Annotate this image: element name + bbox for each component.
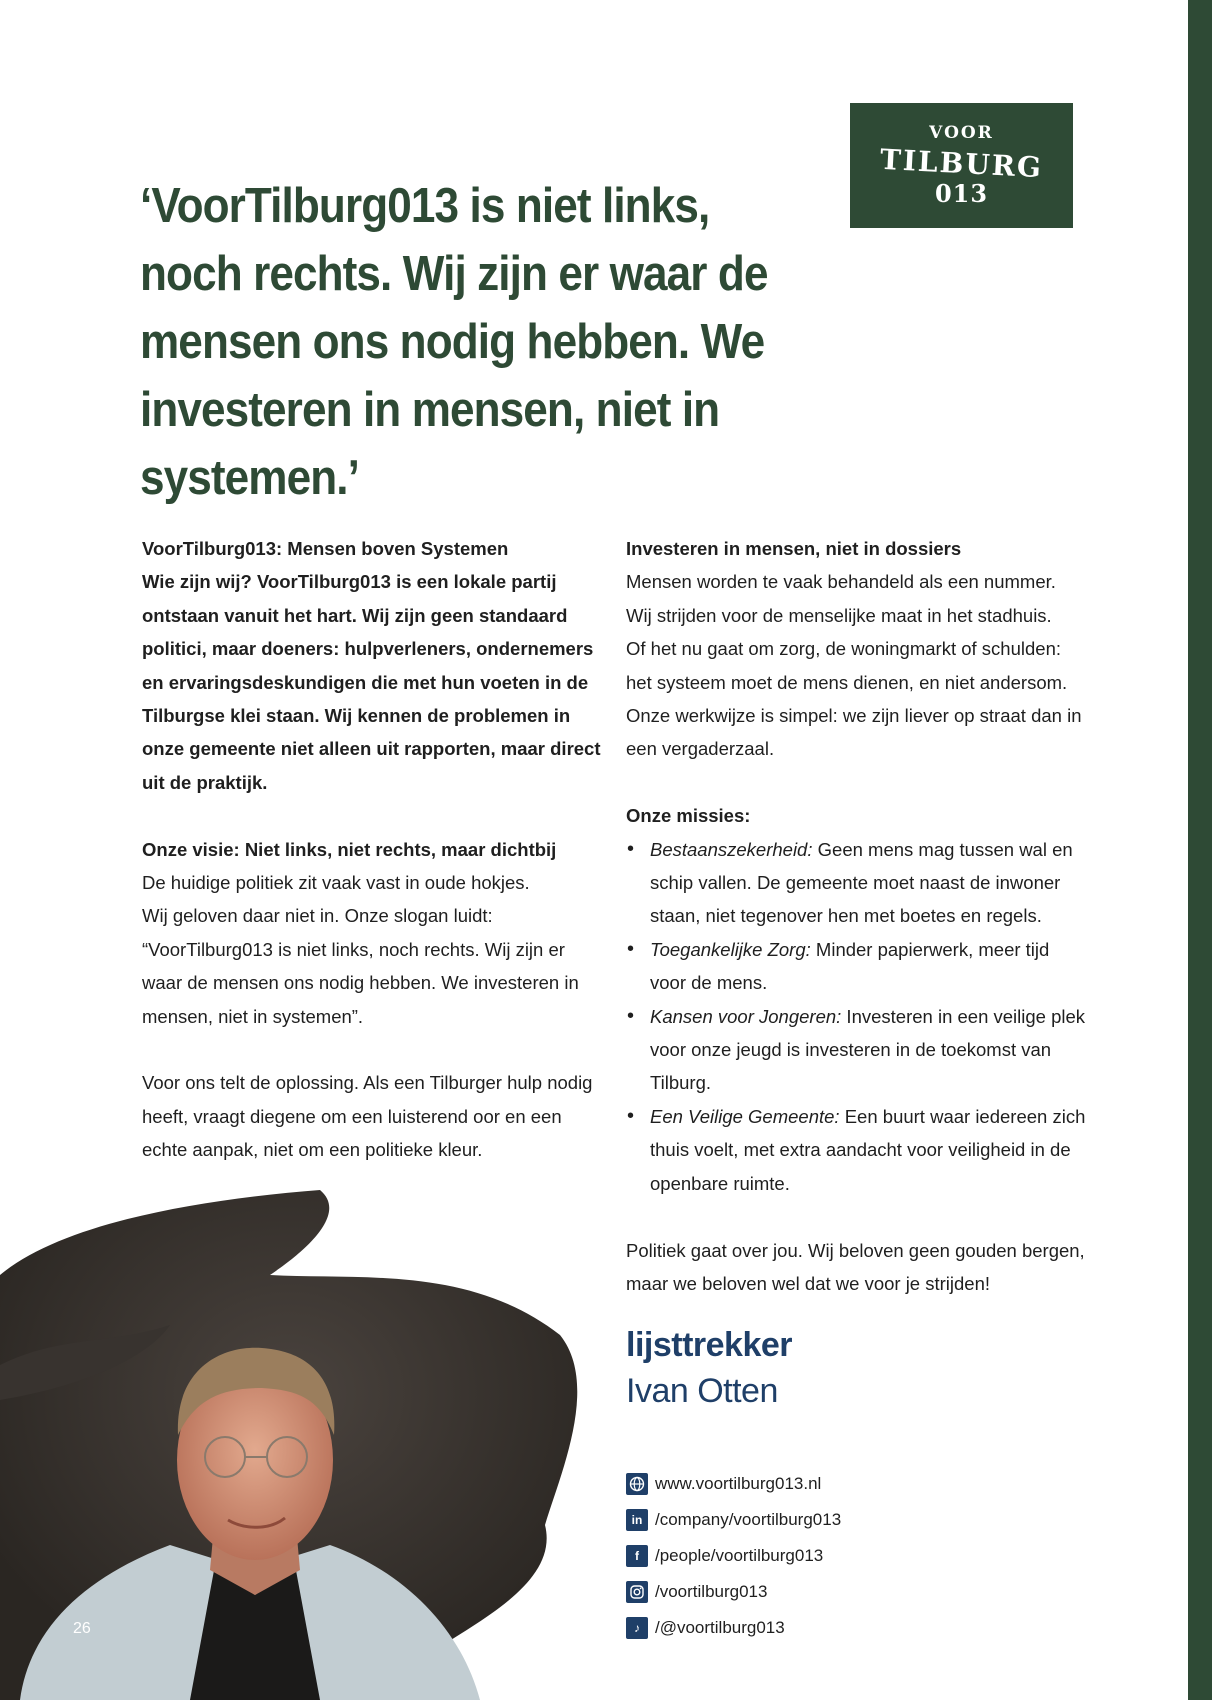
contact-facebook[interactable] bbox=[626, 1544, 841, 1568]
right-column bbox=[626, 532, 1086, 1300]
vision-line-1: De huidige politiek zit vaak vast in oude hokjes. bbox=[142, 872, 530, 894]
side-accent-bar bbox=[1188, 0, 1212, 1700]
contact-linkedin[interactable] bbox=[626, 1508, 841, 1532]
contact-tiktok[interactable] bbox=[626, 1616, 841, 1640]
page-number: 26 bbox=[73, 1620, 91, 1637]
missions-list bbox=[626, 833, 1086, 1200]
vision-heading: Onze visie: Niet links, niet rechts, maar dichtbij bbox=[142, 838, 557, 860]
logo-line-voor: VOOR bbox=[929, 123, 994, 143]
missions-heading: Onze missies: bbox=[626, 805, 751, 827]
left-closing: Voor ons telt de oplossing. Als een Tilburger hulp nodig heeft, vraagt diegene om een luisterend oor en een echte aanpak, niet om een politieke kleur. bbox=[142, 1072, 593, 1161]
left-column bbox=[142, 532, 602, 1167]
right-heading: Investeren in mensen, niet in dossiers bbox=[626, 538, 962, 559]
right-line-1: Mensen worden te vaak behandeld als een nummer. bbox=[626, 571, 1056, 593]
right-closing: Politiek gaat over jou. Wij beloven geen gouden bergen, maar we beloven wel dat we voor je strijden! bbox=[626, 1239, 1085, 1294]
list-item: • Kansen voor Jongeren: Investeren in een veilige plek voor onze jeugd is investeren in de toekomst van Tilburg. bbox=[626, 1000, 1086, 1100]
right-line-4: Onze werkwijze is simpel: we zijn liever op straat dan in een vergaderzaal. bbox=[626, 705, 1082, 760]
tiktok-link[interactable]: /@voortilburg013 bbox=[655, 1618, 785, 1637]
left-heading: VoorTilburg013: Mensen boven Systemen bbox=[142, 538, 509, 559]
logo-line-tilburg: TILBURG bbox=[879, 142, 1044, 185]
contact-instagram[interactable] bbox=[626, 1580, 841, 1604]
candidate-role: lijsttrekker bbox=[626, 1326, 792, 1364]
linkedin-link[interactable]: /company/voortilburg013 bbox=[655, 1510, 842, 1529]
left-intro: Wie zijn wij? VoorTilburg013 is een lokale partij ontstaan vanuit het hart. Wij zijn geen standaard politici, maar doeners: hulpverleners, ondernemers en ervaringsdeskundigen die met hun voeten in de Tilburgse klei staan. Wij kennen de problemen in onze gemeente niet alleen uit rapporten, maar direct uit de praktijk. bbox=[142, 571, 601, 793]
instagram-icon bbox=[626, 1581, 648, 1603]
facebook-link[interactable]: /people/voortilburg013 bbox=[655, 1546, 824, 1565]
tiktok-icon: ♪ bbox=[626, 1617, 648, 1639]
facebook-icon: f bbox=[626, 1545, 648, 1567]
linkedin-icon: in bbox=[626, 1509, 648, 1531]
pull-quote: ‘VoorTilburg013 is niet links, noch rechts. Wij zijn er waar de mensen ons nodig hebben. We investeren in mensen, niet in systemen.’ bbox=[140, 179, 768, 505]
vision-line-2: Wij geloven daar niet in. Onze slogan luidt: “VoorTilburg013 is niet links, noch rechts. Wij zijn er waar de mensen ons nodig hebben. We investeren in mensen, niet in systemen”. bbox=[142, 905, 579, 1027]
contact-website[interactable] bbox=[626, 1472, 841, 1496]
list-item: • Bestaanszekerheid: Geen mens mag tussen wal en schip vallen. De gemeente moet naast de inwoner staan, niet tegenover hen met boetes en regels. bbox=[626, 833, 1086, 933]
website-link[interactable]: www.voortilburg013.nl bbox=[655, 1474, 822, 1493]
candidate-name: Ivan Otten bbox=[626, 1372, 778, 1410]
globe-icon bbox=[626, 1473, 648, 1495]
list-item: • Een Veilige Gemeente: Een buurt waar iedereen zich thuis voelt, met extra aandacht voor veiligheid in de openbare ruimte. bbox=[626, 1100, 1086, 1200]
party-logo bbox=[850, 103, 1073, 228]
logo-line-013: 013 bbox=[934, 179, 989, 208]
right-line-2: Wij strijden voor de menselijke maat in het stadhuis. bbox=[626, 604, 1052, 626]
contact-list bbox=[626, 1472, 841, 1652]
instagram-link[interactable]: /voortilburg013 bbox=[655, 1582, 768, 1601]
right-line-3: Of het nu gaat om zorg, de woningmarkt of schulden: het systeem moet de mens dienen, en niet andersom. bbox=[626, 638, 1068, 693]
list-item: • Toegankelijke Zorg: Minder papierwerk, meer tijd voor de mens. bbox=[626, 933, 1086, 1000]
